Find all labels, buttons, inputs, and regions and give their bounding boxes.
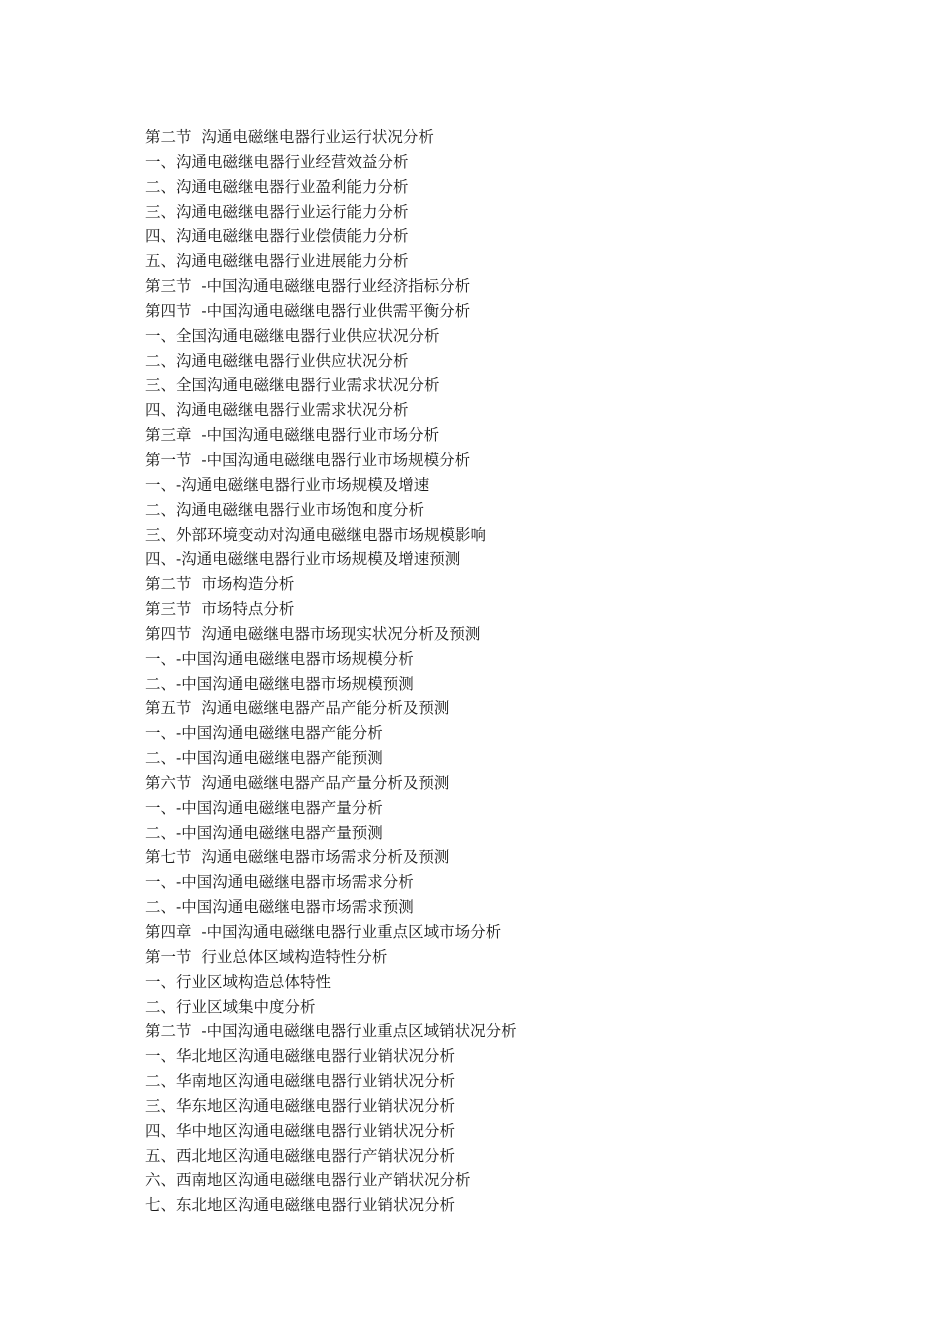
toc-line: 一、华北地区沟通电磁继电器行业销状况分析 [145,1047,456,1066]
toc-line: 一、-沟通电磁继电器行业市场规模及增速 [145,475,430,494]
toc-line: 一、沟通电磁继电器行业经营效益分析 [145,152,409,171]
toc-line: 一、-中国沟通电磁继电器产能分析 [145,724,383,743]
toc-line: 第四节 沟通电磁继电器市场现实状况分析及预测 [145,624,481,643]
toc-line: 六、西南地区沟通电磁继电器行业产销状况分析 [145,1171,471,1190]
toc-line: 第四节 -中国沟通电磁继电器行业供需平衡分析 [145,301,471,320]
toc-line: 四、-沟通电磁继电器行业市场规模及增速预测 [145,550,461,569]
toc-line: 第一节 行业总体区域构造特性分析 [145,947,388,966]
toc-line: 第四章 -中国沟通电磁继电器行业重点区域市场分析 [145,923,502,941]
toc-line: 四、华中地区沟通电磁继电器行业销状况分析 [145,1121,456,1140]
toc-line: 一、-中国沟通电磁继电器产量分析 [145,798,383,817]
toc-line: 一、-中国沟通电磁继电器市场规模分析 [145,649,414,668]
toc-line: 四、沟通电磁继电器行业需求状况分析 [145,401,409,420]
toc-line: 五、西北地区沟通电磁继电器行产销状况分析 [145,1146,456,1165]
toc-line: 二、沟通电磁继电器行业市场饱和度分析 [145,500,425,519]
table-of-contents [145,125,845,1218]
toc-line: 五、沟通电磁继电器行业进展能力分析 [145,252,409,271]
toc-line: 三、华东地区沟通电磁继电器行业销状况分析 [145,1096,456,1115]
toc-line: 第二节 -中国沟通电磁继电器行业重点区域销状况分析 [145,1022,517,1041]
toc-line: 二、华南地区沟通电磁继电器行业销状况分析 [145,1072,456,1091]
toc-line: 第二节 沟通电磁继电器行业运行状况分析 [145,128,434,146]
toc-line: 二、-中国沟通电磁继电器产能预测 [145,749,383,768]
toc-line: 第六节 沟通电磁继电器产品产量分析及预测 [145,773,450,792]
toc-line: 三、全国沟通电磁继电器行业需求状况分析 [145,376,440,395]
toc-line: 一、行业区域构造总体特性 [145,972,332,991]
toc-line: 第七节 沟通电磁继电器市场需求分析及预测 [145,848,450,867]
toc-line: 二、-中国沟通电磁继电器产量预测 [145,823,383,842]
toc-line: 四、沟通电磁继电器行业偿债能力分析 [145,227,409,246]
toc-line: 一、-中国沟通电磁继电器市场需求分析 [145,873,414,892]
toc-line: 七、东北地区沟通电磁继电器行业销状况分析 [145,1196,456,1215]
toc-line: 一、全国沟通电磁继电器行业供应状况分析 [145,326,440,345]
toc-line: 第三节 -中国沟通电磁继电器行业经济指标分析 [145,277,471,296]
toc-line: 第一节 -中国沟通电磁继电器行业市场规模分析 [145,450,471,469]
toc-line: 二、沟通电磁继电器行业供应状况分析 [145,351,409,370]
toc-line: 三、外部环境变动对沟通电磁继电器市场规模影响 [145,525,487,544]
toc-line: 第三节 市场特点分析 [145,600,295,619]
toc-line: 二、-中国沟通电磁继电器市场需求预测 [145,898,414,917]
toc-line: 二、沟通电磁继电器行业盈利能力分析 [145,177,409,196]
toc-line: 三、沟通电磁继电器行业运行能力分析 [145,202,409,221]
toc-line: 二、-中国沟通电磁继电器市场规模预测 [145,674,414,693]
toc-line: 二、行业区域集中度分析 [145,997,316,1016]
toc-line: 第五节 沟通电磁继电器产品产能分析及预测 [145,699,450,718]
toc-line: 第三章 -中国沟通电磁继电器行业市场分析 [145,426,440,445]
toc-line: 第二节 市场构造分析 [145,575,295,594]
